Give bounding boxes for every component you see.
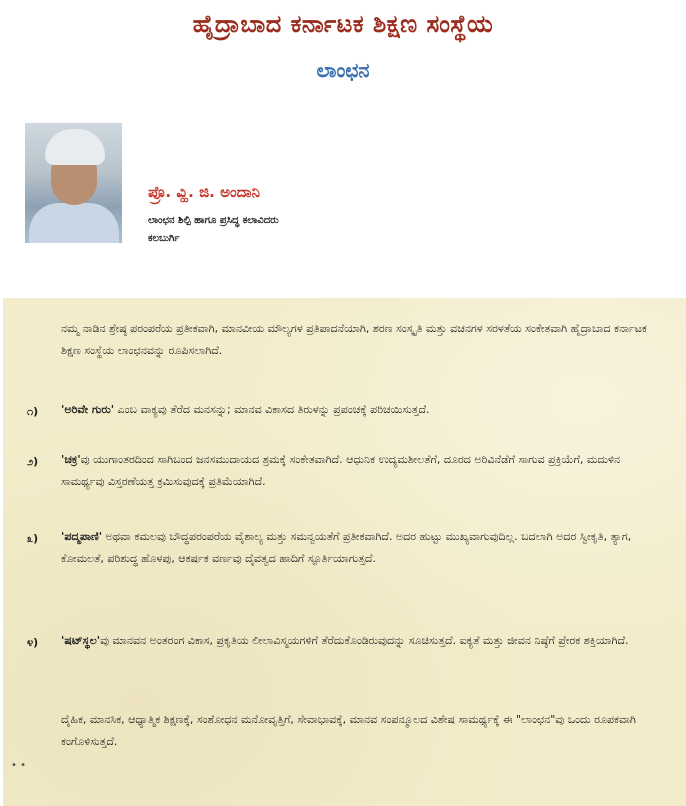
item-number: ೪) bbox=[27, 636, 39, 649]
item-paragraph bbox=[61, 526, 661, 570]
item-keyword: 'ಚಕ್ರ' bbox=[61, 453, 81, 466]
item-number: ೧) bbox=[27, 405, 39, 418]
artist-name: ಪ್ರೊ. ವ್ಹಿ. ಜಿ. ಅಂದಾನಿ bbox=[148, 183, 260, 201]
description-panel bbox=[3, 298, 686, 806]
item-paragraph bbox=[61, 630, 661, 652]
intro-paragraph: ನಮ್ಮ ನಾಡಿನ ಶ್ರೇಷ್ಠ ಪರಂಪರೆಯ ಪ್ರತೀಕವಾಗಿ, ಮಾನವೀಯ ಮೌಲ್ಯಗಳ ಪ್ರತಿಪಾದನೆಯಾಗಿ, ಶರಣ ಸಂಸ್ಕೃತಿ ಮತ್ತು ವಚನಗಳ ಸರಳತೆಯ ಸಂಕೇತವಾಗಿ ಹೈದ್ರಾಬಾದ ಕರ್ನಾಟಕ ಶಿಕ್ಷಣ ಸಂಸ್ಥೆಯ ಲಾಂಛನವನ್ನು ರೂಪಿಸಲಾಗಿದೆ. bbox=[61, 322, 647, 357]
item-text: ವು ಯುಗಾಂತರದಿಂದ ಸಾಗಿಬಂದ ಜನಸಮುದಾಯದ ಶ್ರಮಕ್ಕೆ ಸಂಕೇತವಾಗಿದೆ. ಆಧುನಿಕ ಉದ್ಯಮಶೀಲತೆಗೆ, ದೂರದ ಅರಿವಿನೆಡೆಗೆ ಸಾಗುವ ಪ್ರಕ್ರಿಯೆಗೆ, ಮದುಳಿನ ಸಾಮರ್ಥ್ಯವು ವಿಸ್ತರಣೆಯತ್ತ ಕ್ರಮಿಸುವುದಕ್ಕೆ ಪ್ರತಿಮೆಯಾಗಿದೆ. bbox=[61, 453, 621, 488]
page-title: ಹೈದ್ರಾಬಾದ ಕರ್ನಾಟಕ ಶಿಕ್ಷಣ ಸಂಸ್ಥೆಯ bbox=[192, 10, 494, 38]
item-keyword: 'ಷಟ್‌ಸ್ಥಲ' bbox=[61, 634, 101, 647]
item-keyword: 'ಪದ್ಮಪಾಣಿ' bbox=[61, 530, 103, 543]
item-keyword: 'ಅರಿವೇ ಗುರು' bbox=[61, 403, 115, 416]
item-paragraph bbox=[61, 449, 661, 493]
item-number: ೨) bbox=[27, 455, 39, 468]
artist-place: ಕಲಬುರ್ಗಿ bbox=[148, 233, 180, 244]
page-subtitle: ಲಾಂಛನ bbox=[316, 58, 370, 82]
item-text: ವು ಮಾನವನ ಅಂತರಂಗ ವಿಕಾಸ, ಪ್ರಕೃತಿಯ ಲೀಲಾವಿಸ್ಮಯಗಳಿಗೆ ತೆರೆದುಕೊಂಡಿರುವುದನ್ನು ಸೂಚಿಸುತ್ತದೆ. ಐಕ್ಯತೆ ಮತ್ತು ಜೀವನ ನಿಷ್ಠೆಗೆ ಪ್ರೇರಕ ಶಕ್ತಿಯಾಗಿದೆ. bbox=[100, 634, 629, 647]
artist-role: ಲಾಂಛನ ಶಿಲ್ಪಿ ಹಾಗೂ ಪ್ರಸಿದ್ಧ ಕಲಾವಿದರು bbox=[148, 215, 279, 226]
item-paragraph bbox=[61, 399, 661, 421]
closing-paragraph: ದೈಹಿಕ, ಮಾನಸಿಕ, ಆಧ್ಯಾತ್ಮಿಕ ಶಿಕ್ಷಣಕ್ಕೆ, ಸಂಶೋಧನ ಮನೋವೃತ್ತಿಗೆ, ಸೇವಾಭಾವಕ್ಕೆ, ಮಾನವ ಸಂಪನ್ಮೂಲದ ವಿಶೇಷ ಸಾಮರ್ಥ್ಯಕ್ಕೆ ಈ "ಲಾಂಛನ"ವು ಒಂದು ರೂಪಕವಾಗಿ ಕಂಗೊಳಿಸುತ್ತದೆ. bbox=[61, 713, 636, 748]
portrait-photo bbox=[25, 123, 122, 243]
item-text: ಎಂಬ ವಾಕ್ಯವು ತೆರೆದ ಮನಸನ್ನು; ಮಾನವ ವಿಕಾಸದ ತಿರುಳನ್ನು ಪ್ರಪಂಚಕ್ಕೆ ಪರಿಚಯಿಸುತ್ತದೆ. bbox=[114, 403, 430, 416]
footer-mark: • • bbox=[11, 760, 26, 771]
item-text: ಅಥವಾ ಕಮಲವು ಬೌದ್ಧಪರಂಪರೆಯ ವೈಶಾಲ್ಯ ಮತ್ತು ಸಮನ್ವಯತೆಗೆ ಪ್ರತೀಕವಾಗಿದೆ. ಅದರ ಹುಟ್ಟು ಮುಖ್ಯವಾಗುವುದಿಲ್ಲ. ಬದಲಾಗಿ ಅದರ ಸ್ವೀಕೃತಿ, ತ್ಯಾಗ, ಕೋಮಲತೆ, ಪರಿಶುದ್ಧ ಹೊಳಪು, ಆಕರ್ಷಕ ವರ್ಣವು ದೈವತ್ವದ ಹಾದಿಗೆ ಸ್ಫೂರ್ತಿಯಾಗುತ್ತದೆ. bbox=[61, 530, 632, 565]
item-number: ೩) bbox=[27, 532, 39, 545]
